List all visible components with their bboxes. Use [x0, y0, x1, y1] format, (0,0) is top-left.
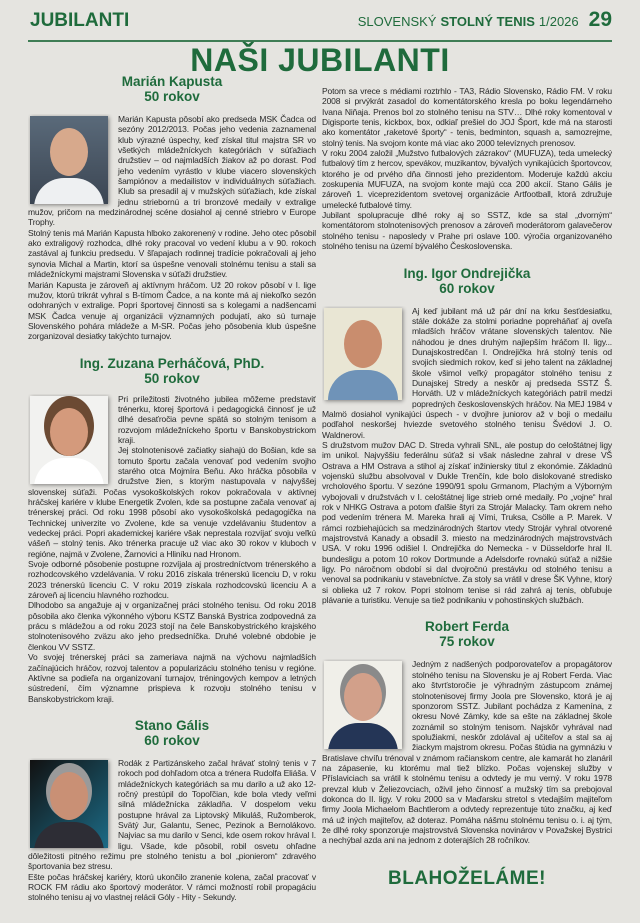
jubilant-name: Robert Ferda [424, 619, 509, 635]
jubilant-age: 60 rokov [439, 280, 495, 296]
jubilant-name: Ing. Zuzana Perháčová, PhD. [79, 355, 265, 371]
right-column [322, 74, 612, 890]
issue-number: 1/2026 [538, 14, 579, 29]
paragraph: Stolný tenis má Marián Kapusta hlboko zakorenený v rodine. Jeho otec pôsobil ako extraligový rozhodca, dlhé roky pracoval vo vedení klubu a v 90. rokoch zastával aj funkciu predsedu. V šľapajach rodinnej tradície pokračovali aj jeho synovia Michal a Martin, ktorí sa úspešne venovali stolnému tenisu a stali sa mládežníckymi majstrami Slovenska v súťaži družstiev. [28, 227, 316, 280]
jubilant-age: 50 rokov [144, 89, 200, 104]
portrait-photo [30, 116, 108, 204]
jubilant-name: Marián Kapusta [121, 74, 223, 89]
paragraph: Svoje odborné pôsobenie postupne rozvíjala aj prostredníctvom trénerského a rozhodcovského vzdelávania. V roku 2016 získala trénerskú licenciu D, v roku 2023 trénerskú licenciu C. V roku 2019 získala rozhodcovskú licenciu A a zároveň aj licenciu hlavného rozhodcu. [28, 559, 316, 601]
page-number: 29 [588, 8, 612, 31]
paragraph: Jedným z nadšených podporovateľov a propagátorov stolného tenisu na Slovensku je aj Robert Ferda. Viac ako štvrťstoročie je výhradným zástupcom známej stolnotenisovej firmy Joola pre Slovensko, ktorá je aj sponzorom SSTZ. Jubilant pochádza z Kamenína, z okresu Nové Zámky, kde sa ešte na základnej škole zoznámil so stolným tenisom. Najskôr vyhrával nad spolužiakmi, neskôr zdolával aj učiteľov a stal sa aj žiackym majstrom okresu. Počas štúdia na gymnáziu v Bratislave chvíľu trénoval v známom račianskom centre, ale kamarát ho zlanáril na zápasenie, ku ktorému mal tiež blízko. Počas vojenskej služby v Příslaviciach sa vrátil k stolnému tenisu a odvtedy je mu verný. V roku 1978 prevzal klub v Želiezovciach, oživil jeho činnosť a mužský tím sa prebojoval dokonca do II. ligy. V roku 2000 sa v Maďarsku stretol s vtedajším majiteľom firmy Joola Michaelom Bachtlerom a odvtedy reprezentuje túto značku, aj keď má už iných majiteľov, až doteraz. Pomáha nášmu stolnému tenisu o. i. aj tým, že dlhé roky sponzoruje majstrovstvá Slovenska novinárov v Považskej Bystrici a nechýbal azda ani na jednom z doterajších 28 ročníkov. [322, 659, 612, 846]
paragraph: Jej stolnotenisové začiatky siahajú do Bošian, kde sa tomuto športu začala venovať pod vedením svojho starého otca Mojmíra Beňu. Ako hráčka pôsobila v družstve žien, s ktorým nastupovala v najvyššej slovenskej súťaži. Počas vysokoškolských rokov pokračovala v aktívnej hráčskej kariére v klube Energetik Zvolen, kde sa postupne začala venovať aj trénerskej práci. Od roku 1998 pôsobí ako vysokoškolská pedagogička na Technickej univerzite vo Zvolene, kde sa venuje vzdelávaniu študentov a vedeckej práci. Popri akademickej kariére však neprestala rozvíjať svoju veľkú vášeň – stolný tenis. Ako trénerka pracuje už viac ako 30 rokov v kluboch v regióne, najmä v Zvolene, Žarnovici a Hliníku nad Hronom. [28, 445, 316, 559]
portrait-photo [30, 760, 108, 848]
closing-congratulations: BLAHOŽELÁME! [388, 867, 546, 889]
paragraph: Rodák z Partizánskeho začal hrávať stolný tenis v 7 rokoch pod dohľadom otca a trénera Rudolfa Eliáša. V mládežníckych kategóriách sa mu darilo a už ako 12-ročný prestúpil do Topoľčian, kde bola vtedy veľmi silná mládežnícka základňa. V dospelom veku postupne hrával za Liptovský Mikuláš, Ružomberok, Svätý Jur, Galantu, Senec, Pezinok a Bernolákovo. Najviac sa mu darilo v Senci, kde osem rokov hrával I. ligu. Všade, kde pôsobil, robil osvetu ohľadne dôležitosti pitného režimu pre stolného tenistu a bol „pionierom“ zdravého športovania bez stresu. [28, 757, 316, 872]
paragraph: Potom sa vrece s médiami roztrhlo - TA3, Rádio Slovensko, Rádio FM. V roku 2008 si prvýkrát zasadol do komentátorského kresla po boku legendárneho Ivana Niňaja. Prenos bol zo stolného tenisu na STV… Dlhé roky komentoval v Digisporte tenis, kickbox, box, odkiaľ prešiel do JOJ Šport, kde má na starosti ako komentátor „raketové športy“ - tenis, bedminton, squash a, samozrejme, stolný tenis. Na svojom konte má viac ako 2000 televíznych prenosov. [322, 86, 612, 148]
paragraph: S družstvom mužov DAC D. Streda vyhrali SNL, ale postup do celoštátnej ligy im unikol. Najvyššiu federálnu súťaž si však následne zahral v drese VŠ Ostrava a HM Ostrava a stihol aj získať inžiniersky titul z ekonómie. Základnú vojenskú službu absolvoval v Dukle Trenčín, kde bolo dislokované stredisko vrcholového športu. V sezóne 1990/91 spolu Grmanom, Plachým a Výborným vybojovali v družstvách v I. celoštátnej lige strieb orné medaily. Po „vojne“ hral rok v NHKG Ostrava a potom ďalšie štyri za Strojár Malacky. Tam okrem neho pod vedením trénera M. Mareka hrali aj Vími, Truksa, Csölle a P. Marek. V rámci rozbiehajúcich sa medzinárodných štartov vtedy Strojár vyhral otvorené majstrovstvá Kanady a obsadil 3. miesto na medzinárodných majstrovstvách USA. V roku 1996 odišiel I. Ondrejička do Nemecka - v Düsseldorfe hral II. bundesligu a potom 10 rokov Dortmunde a Adelsdorfe rovnakú súťaž a nižšie ligy. Po náročnom období si dal dvojročnú prestávku od stolného tenisu a venoval sa podnikaniu v stavebníctve. Za stoly sa vrátil v drese ŠK Vyhne, ktorý si oblieka už 7 rokov. Popri stolnom tenise si rád zahrá aj tenis, obľubuje plávanie a turistiku. Venuje sa tiež podnikaniu v pohostinských službách. [322, 439, 612, 606]
jubilant-name: Stano Gális [134, 717, 210, 733]
article-perhacova [28, 356, 316, 704]
article-galis-continued [322, 86, 612, 252]
jubilant-age: 75 rokov [439, 634, 495, 650]
paragraph: Jubilant spolupracuje dlhé roky aj so SSTZ, kde sa stal „dvorným“ komentátorom stolnotenisových prenosov a zároveň moderátorom galavečerov stolného tenisu - naposledy v Prahe pri oslave 100. výročia organizovaného stolného tenisu na území bývalého Československa. [322, 210, 612, 252]
left-column [28, 74, 316, 903]
page-title: NAŠI JUBILANTI [190, 42, 450, 78]
magazine-name: STOLNÝ TENIS [440, 14, 535, 29]
paragraph: Ešte počas hráčskej kariéry, ktorú ukončilo zranenie kolena, začal pracovať v ROCK FM rádiu ako športový moderátor. V rámci možností robil propagáciu stolného tenisu aj vo vlastnej relácii Góly - Hity - Sekundy. [28, 871, 316, 903]
paragraph: V roku 2004 založil „Mužstvo futbalových zázrakov“ (MUFUZA), teda umelecký futbalový tím z hercov, spevákov, muzikantov, bývalých vynikajúcich športovcov, ktorého je od prvého dňa činnosti jeho prezidentom. Moderuje každú akciu zoskupenia MUFUZA, na svojom konte majú cca 200 akcií. Stano Gális je zároveň 1. viceprezidentom svetovej organizácie Artfootball, ktorá združuje umelecké futbalové tímy. [322, 148, 612, 210]
paragraph: Vo svojej trénerskej práci sa zameriava najmä na výchovu najmladších začínajúcich hráčov, rozvoj talentov a popularizáciu stolného tenisu v regióne. Aktívne sa podieľa na organizovaní turnajov, tréningových kempov a letných sústredení, čím významne prispieva k rozvoju stolného tenisu v Banskobystrickom kraji. [28, 652, 316, 704]
article-ferda [322, 619, 612, 845]
article-ondrejicka [322, 266, 612, 606]
jubilant-age: 60 rokov [144, 732, 200, 748]
article-galis [28, 718, 316, 903]
article-kapusta [28, 74, 316, 342]
portrait-photo [324, 661, 402, 749]
paragraph: Marián Kapusta je zároveň aj aktívnym hráčom. Už 20 rokov pôsobí v I. lige mužov, ktorú trikrát vyhral s B-tímom Čadce, a na konte má aj niekoľko sezón odohraných v extralige. Popri športovej činnosti sa s kolegami a nadšencami MSK Čadca venuje aj organizácii významných podujatí, ako sú turnaje Slovenského pohára mládeže a M-SR. Počas jeho pôsobenia klub úspešne zorganizoval desiatky takýchto turnajov. [28, 279, 316, 342]
paragraph: Pri príležitosti životného jubilea môžeme predstaviť trénerku, ktorej športová i pedagogická činnosť je už dlhé desaťročia pevne spätá so stolným tenisom a rozvojom mládežníckeho športu v Banskobystrickom kraji. [118, 393, 316, 445]
portrait-photo [324, 308, 402, 400]
paragraph: Marián Kapusta pôsobí ako predseda MSK Čadca od sezóny 2012/2013. Počas jeho vedenia zaznamenal klub výrazné úspechy, keď získal titul majstra SR vo všetkých mládežníckych kategóriách v súťažiach družstiev – od najmladších žiakov až po dorast. Pod jeho vedením vyrástlo v klube viacero slovenských šampiónov a medailistov v individuálnych súťažiach. Klub sa presadil aj v mužských súťažiach, kde získal jednu striebornú a tri bronzové medaily v extralige mužov, pričom na medzinárodnej scéne dosiahol aj cenné striebro v Europe Trophy. [28, 114, 316, 228]
magazine-prefix: SLOVENSKÝ [357, 14, 437, 29]
section-label: JUBILANTI [30, 10, 130, 31]
paragraph: Aj keď jubilant má už pár dní na krku šesťdesiatku, stále dokáže za stolmi poriadne popreháňať aj oveľa mladších hráčov vrátane slovenských talentov. Nie náhodou je dnes druhým najlepším hráčom II. ligy... Dunajskostredčan I. Ondrejička hrá stolný tenis od svojich siedmich rokov, keď si jeho talent na základnej škole všimol veľký propagátor stolného tenisu z Dunajskej Stredy a neskôr aj predseda SSTZ Š. Horváth. Už v mládežníckych kategóriách patril medzi popredných československých hráčov. Na MEJ 1984 v Malmö dosiahol vynikajúci úspech - v dvojhre juniorov až v boji o medailu podľahol neskoršej hviezde svetového stolného tenisu Švédovi J. O. Waldnerovi. [322, 305, 612, 440]
jubilant-name: Ing. Igor Ondrejička [403, 265, 531, 281]
jubilant-age: 50 rokov [144, 370, 200, 386]
portrait-photo [30, 396, 108, 484]
paragraph: Dlhodobo sa angažuje aj v organizačnej práci stolného tenisu. Od roku 2018 pôsobila ako členka výkonného výboru KSTZ Banská Bystrica zodpovedná za prácu s mládežou a od roku 2023 stojí na čele Banskobystrického krajského stolnotenisového zväzu ako jeho predsedníčka. Druhé volebné obdobie je členkou VV SSTZ. [28, 600, 316, 652]
